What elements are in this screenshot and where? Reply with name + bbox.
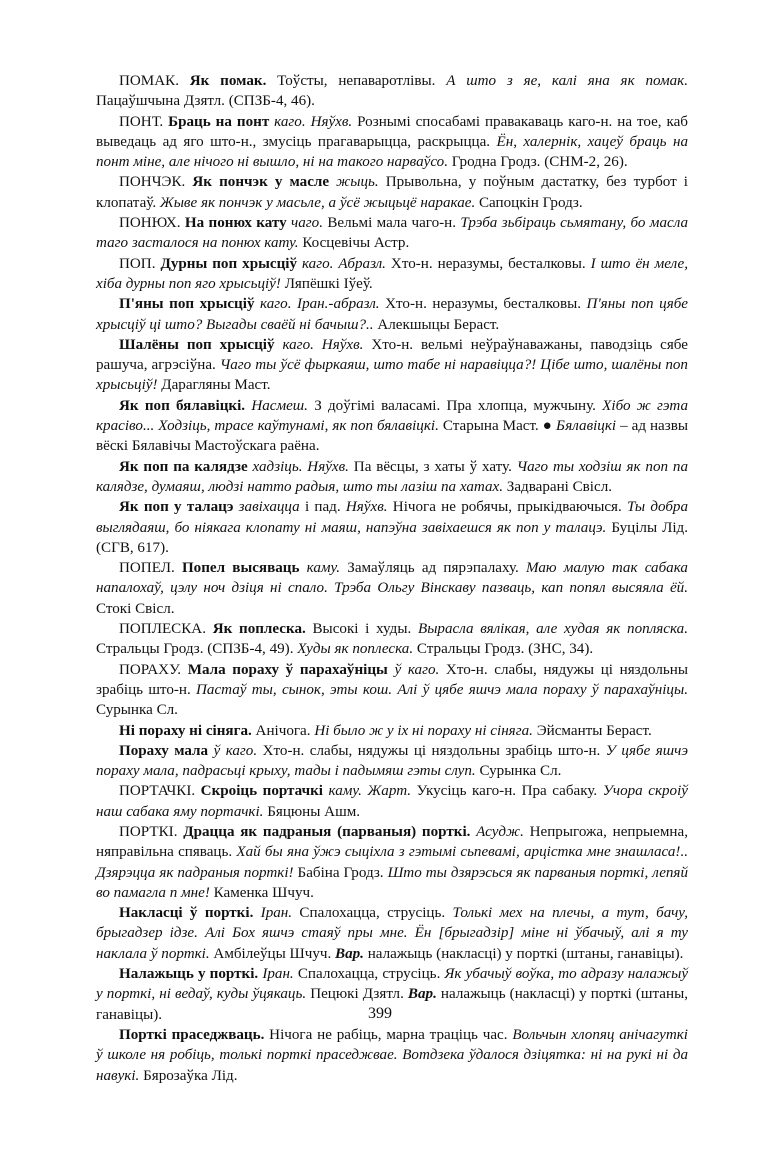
italic-text: І што ён меле, хіба дурны поп яго хрысьціў! xyxy=(96,255,688,292)
italic-text: ў каго. xyxy=(208,742,258,759)
entry-text: Сапоцкін Гродз. xyxy=(475,194,583,211)
headword: Як поп бялавіцкі. xyxy=(119,397,246,414)
entry-text: Спалохацца, струсіць. xyxy=(293,966,445,983)
entry-text: Буцілы Лід. (СГВ, 617). xyxy=(96,519,688,556)
entry-text: Стокі Свісл. xyxy=(96,600,175,617)
entry-text: ПОРАХУ. xyxy=(119,661,188,678)
entry-text: ПОПЕЛ. xyxy=(119,560,182,577)
dictionary-entry xyxy=(96,660,688,721)
italic-text: Трэба зьбіраць сьмятану, бо масла таго засталося на понюх кату. xyxy=(96,215,689,252)
headword: Як поплеска. xyxy=(212,621,306,638)
headword: Дурны поп хрысціў xyxy=(160,255,298,272)
entry-text: Нічога не рабіць, марна траціць час. xyxy=(264,1026,513,1043)
entry-text: Тоўсты, непаваротлівы. xyxy=(266,73,447,89)
headword: Шалёны поп хрысціў xyxy=(119,336,275,353)
entry-text: ПОНТ. xyxy=(119,113,169,130)
italic-text: каму. xyxy=(299,560,341,577)
entry-text: ПОРТАЧКІ. xyxy=(119,783,201,800)
entry-text: Косцевічы Астр. xyxy=(298,235,410,252)
entry-text: Вельмі мала чаго-н. xyxy=(323,215,461,232)
italic-text: Іран. xyxy=(253,905,293,922)
entry-text: налажыць (накласці) у порткі (штаны, ганавіцы). xyxy=(96,986,688,1023)
entry-text: Хто-н. неразумы, бесталковы. xyxy=(385,255,591,272)
italic-text: У цябе яшчэ пораху мала, падрасьці крыху, тады і падымяш гэты слуп. xyxy=(96,742,688,780)
entry-text: Пацаўшчына Дзятл. (СПЗБ-4, 46). xyxy=(96,93,315,110)
entry-text: ПОНЧЭК. xyxy=(119,174,193,191)
entry-text: З доўгімі валасамі. Пра хлопца, мужчыну. xyxy=(307,397,603,414)
variant-label: Вар. xyxy=(407,986,437,1003)
entry-text: Сурынка Сл. xyxy=(475,763,562,780)
dictionary-entry xyxy=(96,497,688,558)
dictionary-entry xyxy=(96,781,688,822)
italic-text: Ні было ж у іх ні пораху ні сіняга. xyxy=(314,722,533,739)
italic-text: П'яны поп цябе хрысціў ці што? Выгады сваёй ні бачыш?.. xyxy=(96,296,689,333)
italic-text: Ён, халернік, хацеў браць на понт міне, але нічого ні вышло, ні на такого нарваўсо. xyxy=(96,133,688,171)
entry-text: Пецюкі Дзятл. xyxy=(306,986,408,1003)
headword: Порткі праседжваць. xyxy=(119,1026,265,1043)
page-number: 399 xyxy=(368,1005,392,1022)
entry-text: Хто-н. слабы, нядужы ці няздольны зрабіць што-н. xyxy=(96,661,689,698)
italic-text: ў каго. xyxy=(387,661,440,678)
entry-text: Стральцы Гродз. (ЗНС, 34). xyxy=(413,641,594,658)
italic-text: хадзіць. Няўхв. xyxy=(247,458,349,475)
dictionary-entry xyxy=(96,457,688,498)
dictionary-entry xyxy=(96,903,688,964)
entry-text: Нічога не робячы, прыкідваючыся. xyxy=(387,499,628,516)
headword: Мала пораху ў парахаўніцы xyxy=(187,661,388,678)
headword: Як поп у талацэ xyxy=(119,499,234,516)
italic-text: Толькі мех на плечы, а тут, бачу, брыгадзер ідзе. Алі Бох яшчэ стаяў пры мне. Ён [брыгадзір] міне ні ўбачыў, алі я ту наклала ў порткі. xyxy=(96,905,688,962)
entry-text: Высокі і худы. xyxy=(305,621,418,638)
entry-text: Анічога. xyxy=(251,722,315,739)
italic-text: Жыве як пончэк у масьле, а ўсё жыцьцё наракае. xyxy=(159,194,476,211)
italic-text: Іран. xyxy=(258,966,294,983)
italic-text: Чаго ты ўсё фыркаяш, што табе ні наравіцца?! Цібе што, шалёны поп хрысьціў! xyxy=(96,357,688,394)
dictionary-entry xyxy=(96,396,688,457)
variant-label: Вар. xyxy=(335,945,364,962)
italic-text: Бялавіцкі xyxy=(555,418,617,435)
italic-text: Хай бы яна ўжэ сыціхла з гэтымі сьпевамі, арцістка мне знашласа!.. Дзярэцца як падраныя порткі! xyxy=(96,844,688,881)
italic-text: каго. Няўхв. xyxy=(274,336,364,353)
headword: Ні пораху ні сіняга. xyxy=(119,722,252,739)
italic-text: Худы як поплеска. xyxy=(297,641,414,658)
entry-text: Укусіць каго-н. Пра сабаку. xyxy=(411,783,603,800)
entry-text: Каменка Шчуч. xyxy=(209,884,314,901)
entry-text: Эйсманты Бераст. xyxy=(532,722,652,739)
headword: Браць на понт xyxy=(168,113,270,130)
italic-text: Вольчын хлопяц анічагуткі ў школе ня робіць, толькі порткі праседжвае. Вотдзека ўдалося дзіцятка: ні на рукі ні да навукі. xyxy=(96,1026,688,1084)
entry-text: Хто-н. неразумы, бесталковы. xyxy=(379,296,587,313)
headword: Як пончэк у масле xyxy=(192,174,330,191)
dictionary-entry xyxy=(96,294,688,335)
italic-text: каму. Жарт. xyxy=(323,783,412,800)
entry-text: ПОП. xyxy=(119,255,161,272)
entry-text: Бяцюны Ашм. xyxy=(263,803,361,820)
entry-text: налажыць (накласці) у порткі (штаны, ганавіцы). xyxy=(363,945,684,962)
entry-text: Алекшыцы Бераст. xyxy=(373,316,500,333)
entry-text: Хто-н. вельмі неўраўнаважаны, паводзіць сябе рашуча, агрэсіўна. xyxy=(96,336,688,374)
italic-text: Насмеш. xyxy=(245,397,308,414)
italic-text: Учора скроіў наш сабака яму портачкі. xyxy=(96,783,688,820)
entry-text: Гродна Гродз. (СНМ-2, 26). xyxy=(447,154,628,171)
headword: П'яны поп хрысціў xyxy=(119,296,255,313)
italic-text: Маю малую так сабака напалохаў, цэлу ноч дзіця ні спало. Трэба Ольгу Вінскаву пазваць, кап попял высяяла ёй. xyxy=(96,560,688,597)
entry-text: Стральцы Гродз. (СПЗБ-4, 49). xyxy=(96,641,298,658)
entry-text: ПОМАК. xyxy=(119,73,190,89)
entry-text: Па вёсцы, з хаты ў хату. xyxy=(348,458,517,475)
italic-text: Хібо ж гэта красіво... Ходзіць, трасе каўтунамі, як поп бялавіцкі. xyxy=(96,397,688,435)
page-body xyxy=(96,71,688,1086)
headword: Налажыць у порткі. xyxy=(119,966,259,983)
italic-text: Як убачыў воўка, то адразу налажыў у порткі, ні ведаў, куды ўцякаць. xyxy=(96,966,689,1003)
italic-text: Ты добра выглядаяш, бо ніякага клопату ні маяш, напэўна завіхаешся як поп у талацэ. xyxy=(96,499,689,536)
italic-text: Асудж. xyxy=(470,823,524,840)
entry-text: Сурынка Сл. xyxy=(96,702,178,719)
italic-text: А што з яе, калі яна як помак. xyxy=(446,73,688,89)
entry-text: і пад. xyxy=(299,499,346,516)
dictionary-entry xyxy=(96,254,688,295)
italic-text: Вырасла вялікая, але худая як попляска. xyxy=(417,621,689,638)
entry-text: Прывольна, у поўным дастатку, без турбот і клопатаў. xyxy=(96,174,689,211)
headword: Драцца як падраныя (парваныя) порткі. xyxy=(183,823,471,840)
italic-text: Чаго ты ходзіш як поп па калядзе, думаяш, людзі натто радыя, што ты лазіш па хатах. xyxy=(96,458,689,495)
dictionary-entry xyxy=(96,822,688,903)
entry-text: ПОПЛЕСКА. xyxy=(119,621,213,638)
italic-text: каго. Абразл. xyxy=(297,255,386,272)
entry-text: ПОНЮХ. xyxy=(119,215,185,232)
dictionary-entry xyxy=(96,1025,688,1086)
dictionary-entry xyxy=(96,213,688,254)
italic-text: жыць. xyxy=(329,174,379,191)
headword: Попел высяваць xyxy=(181,560,300,577)
italic-text: каго. Няўхв. xyxy=(269,113,353,130)
dictionary-entry xyxy=(96,721,688,741)
italic-text: завіхацца xyxy=(233,499,300,516)
headword: Скроіць портачкі xyxy=(200,783,324,800)
entry-text: Рознымі спосабамі правакаваць каго-н. на тое, каб выведаць ад яго што-н., змусіць прагаварыцца, раскрыцца. xyxy=(96,113,688,150)
entry-text: Бабіна Гродз. xyxy=(293,864,388,881)
italic-text: чаго. xyxy=(286,215,323,232)
headword: Пораху мала xyxy=(119,742,209,759)
entry-text: Бярозаўка Лід. xyxy=(139,1067,238,1084)
entry-text: Задварані Свісл. xyxy=(502,478,613,495)
dictionary-entry xyxy=(96,112,688,173)
entry-text: Амбілеўцы Шчуч. xyxy=(209,945,336,962)
entry-text: ПОРТКІ. xyxy=(119,823,184,840)
italic-text: Што ты дзярэсься як парваныя порткі, лепяй во памагла п мне! xyxy=(96,864,688,901)
entry-text: Хто-н. слабы, нядужы ці няздольны зрабіць што-н. xyxy=(257,742,606,759)
headword: Як помак. xyxy=(189,73,267,89)
italic-text: Няўхв. xyxy=(345,499,388,516)
dictionary-entry xyxy=(96,741,688,782)
dictionary-entry xyxy=(96,71,688,112)
entry-text: Ляпёшкі Іўеў. xyxy=(280,275,373,292)
headword: На понюх кату xyxy=(184,215,287,232)
dictionary-entry xyxy=(96,335,688,396)
headword: Накласці ў порткі. xyxy=(119,905,254,922)
entry-text: Спалохацца, струсіць. xyxy=(292,905,453,922)
headword: Як поп па калядзе xyxy=(119,458,248,475)
dictionary-entry xyxy=(96,558,688,619)
entry-text: Замаўляць ад пярэпалаху. xyxy=(340,560,526,577)
entry-text: Дарагляны Маст. xyxy=(157,377,271,394)
dictionary-entry xyxy=(96,619,688,660)
entry-text: – ад назвы вёскі Бялавічы Мастоўскага раёна. xyxy=(96,418,688,455)
dictionary-entry xyxy=(96,172,688,213)
italic-text: Пастаў ты, сынок, эты кош. Алі ў цябе яшчэ мала пораху ў парахаўніцы. xyxy=(196,681,688,698)
entry-text: Старына Маст. ● xyxy=(438,418,556,435)
italic-text: каго. Іран.-абразл. xyxy=(254,296,380,313)
entry-text: Непрыгожа, непрыемна, няправільна спяваць. xyxy=(96,823,688,861)
